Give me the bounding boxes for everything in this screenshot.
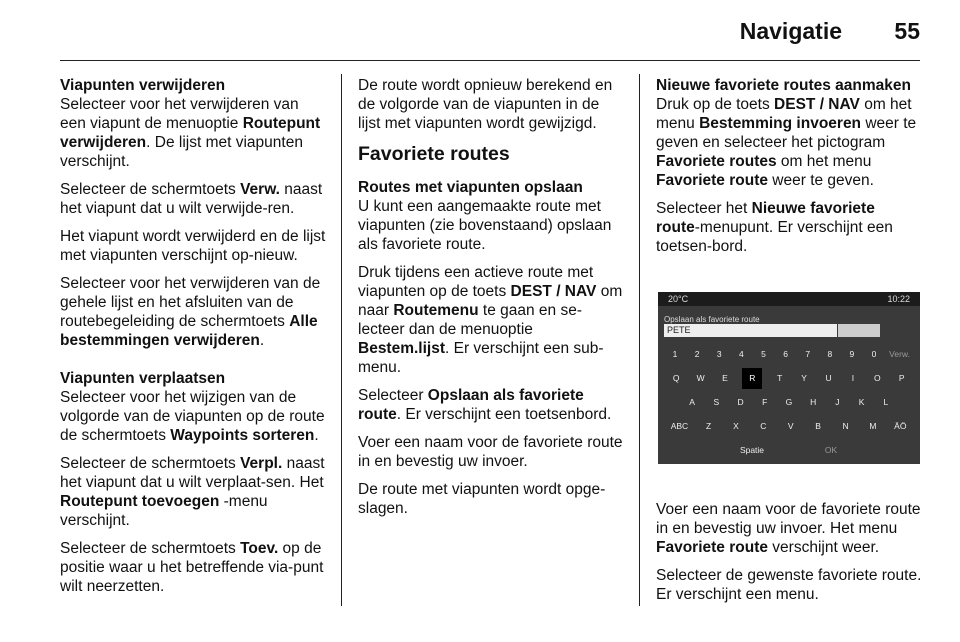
paragraph: Selecteer het Nieuwe favoriete route-menupunt. Er verschijnt een toetsen-bord. [656,200,893,255]
paragraph: Selecteer de gewenste favoriete route. Er verschijnt een menu. [656,567,922,603]
keyboard-key: O [874,372,881,383]
keyboard-key: 8 [827,348,833,359]
keyboard-key: L [883,396,889,407]
keyboard-key: R [742,368,762,389]
page-header [0,0,960,62]
keyboard-key: 1 [672,348,678,359]
keyboard-row-z [664,416,914,436]
paragraph: Het viapunt wordt verwijderd en de lijst met viapunten verschijnt op-nieuw. [60,228,326,264]
keyboard-screenshot [658,292,920,464]
ok-key: OK [824,444,838,455]
paragraph: Druk tijdens een actieve route met viapunten op de toets DEST / NAV om naar Routemenu te gaan en se-lecteer dan de menuoptie Bestem.lijst. Er verschijnt een sub-menu. [358,264,623,376]
keyboard-key: I [851,372,855,383]
keyboard-key: G [785,396,793,407]
keyboard-key: A [689,396,695,407]
subheading-new: Nieuwe favoriete routes aanmaken [656,77,911,94]
column-divider [639,74,640,606]
subheading-move: Viapunten verplaatsen [60,370,226,387]
keyboard-key: X [733,420,739,431]
keyboard-key: E [722,372,728,383]
paragraph: Voer een naam voor de favoriete route in en bevestig uw invoer. [358,434,623,470]
keyboard-key: 3 [716,348,722,359]
column-3 [656,76,922,613]
keyboard-key: N [842,420,849,431]
keyboard-key: ÄÖ [894,420,907,431]
column-1 [60,76,326,605]
subheading-save: Routes met viapunten opslaan [358,179,583,196]
keyboard-key: D [737,396,744,407]
input-aux-box [838,324,880,337]
keyboard-key: K [858,396,865,407]
keyboard-key: 2 [694,348,700,359]
header-rule [60,60,920,61]
keyboard-key: M [869,420,877,431]
keyboard-key: 7 [805,348,811,359]
keyboard-key: Z [705,420,712,431]
paragraph: Selecteer de schermtoets Verw. naast het viapunt dat u wilt verwijde-ren. [60,181,323,217]
keyboard-key: J [835,396,840,407]
section-heading: Favoriete routes [358,143,510,165]
column-divider [341,74,342,606]
keyboard-key: S [713,396,720,407]
keyboard-key: W [696,372,705,383]
keyboard-row-space [664,440,914,460]
page-title: Navigatie [739,18,842,44]
name-input: PETE [664,324,837,337]
paragraph: Voer een naam voor de favoriete route in en bevestig uw invoer. Het menu Favoriete route verschijnt weer. [656,501,921,556]
status-bar [658,292,920,306]
keyboard-key: 6 [783,348,788,359]
keyboard-key: 5 [761,348,766,359]
keyboard-row-numbers [664,344,914,364]
keyboard-row-q [664,368,914,388]
keyboard-row-a [680,392,898,412]
clock: 10:22 [887,294,910,304]
keyboard-key: U [825,372,832,383]
keyboard-key: F [762,396,768,407]
paragraph: Selecteer de schermtoets Toev. op de positie waar u het betreffende via-punt wilt neerzetten. [60,540,324,595]
subheading-remove: Viapunten verwijderen [60,77,226,94]
column-2 [358,76,624,527]
paragraph: De route met viapunten wordt opge-slagen. [358,481,606,517]
keyboard-key: B [815,420,821,431]
paragraph: U kunt een aangemaakte route met viapunten (zie bovenstaand) opslaan als favoriete route. [358,198,612,253]
keyboard-key: 0 [871,348,877,359]
keyboard-key: V [787,420,794,431]
keyboard-key: H [810,396,817,407]
keyboard-key: T [777,372,783,383]
temperature: 20°C [668,294,689,304]
paragraph: Selecteer voor het verwijderen van de gehele lijst en het afsluiten van de routebegeleiding de schermtoets Alle bestemmingen verwijderen. [60,275,321,349]
keyboard-key: 4 [739,348,744,359]
paragraph: Selecteer Opslaan als favoriete route. Er verschijnt een toetsenbord. [358,387,612,423]
keyboard-key: ABC [670,420,689,431]
page-number: 55 [894,18,920,44]
paragraph: Selecteer voor het verwijderen van een viapunt de menuoptie Routepunt verwijderen. De lijst met viapunten verschijnt. [60,96,321,170]
space-key: Spatie [739,444,765,455]
keyboard-key: Verw. [889,348,910,359]
screen-caption: Opslaan als favoriete route [664,315,760,324]
keyboard-key: 9 [849,348,855,359]
paragraph: Selecteer voor het wijzigen van de volgorde van de viapunten op de route de schermtoets Waypoints sorteren. [60,389,325,444]
paragraph: De route wordt opnieuw berekend en de volgorde van de viapunten in de lijst met viapunten wordt gewijzigd. [358,77,613,132]
keyboard-key: Q [672,372,680,383]
keyboard-key: C [760,420,767,431]
keyboard-key: P [898,372,905,383]
keyboard-key: Y [801,372,807,383]
paragraph: Selecteer de schermtoets Verpl. naast het viapunt dat u wilt verplaat-sen. Het Routepunt toevoegen -menu verschijnt. [60,455,325,529]
paragraph: Druk op de toets DEST / NAV om het menu Bestemming invoeren weer te geven en selecteer het pictogram Favoriete routes om het menu Favoriete route weer te geven. [656,96,917,189]
